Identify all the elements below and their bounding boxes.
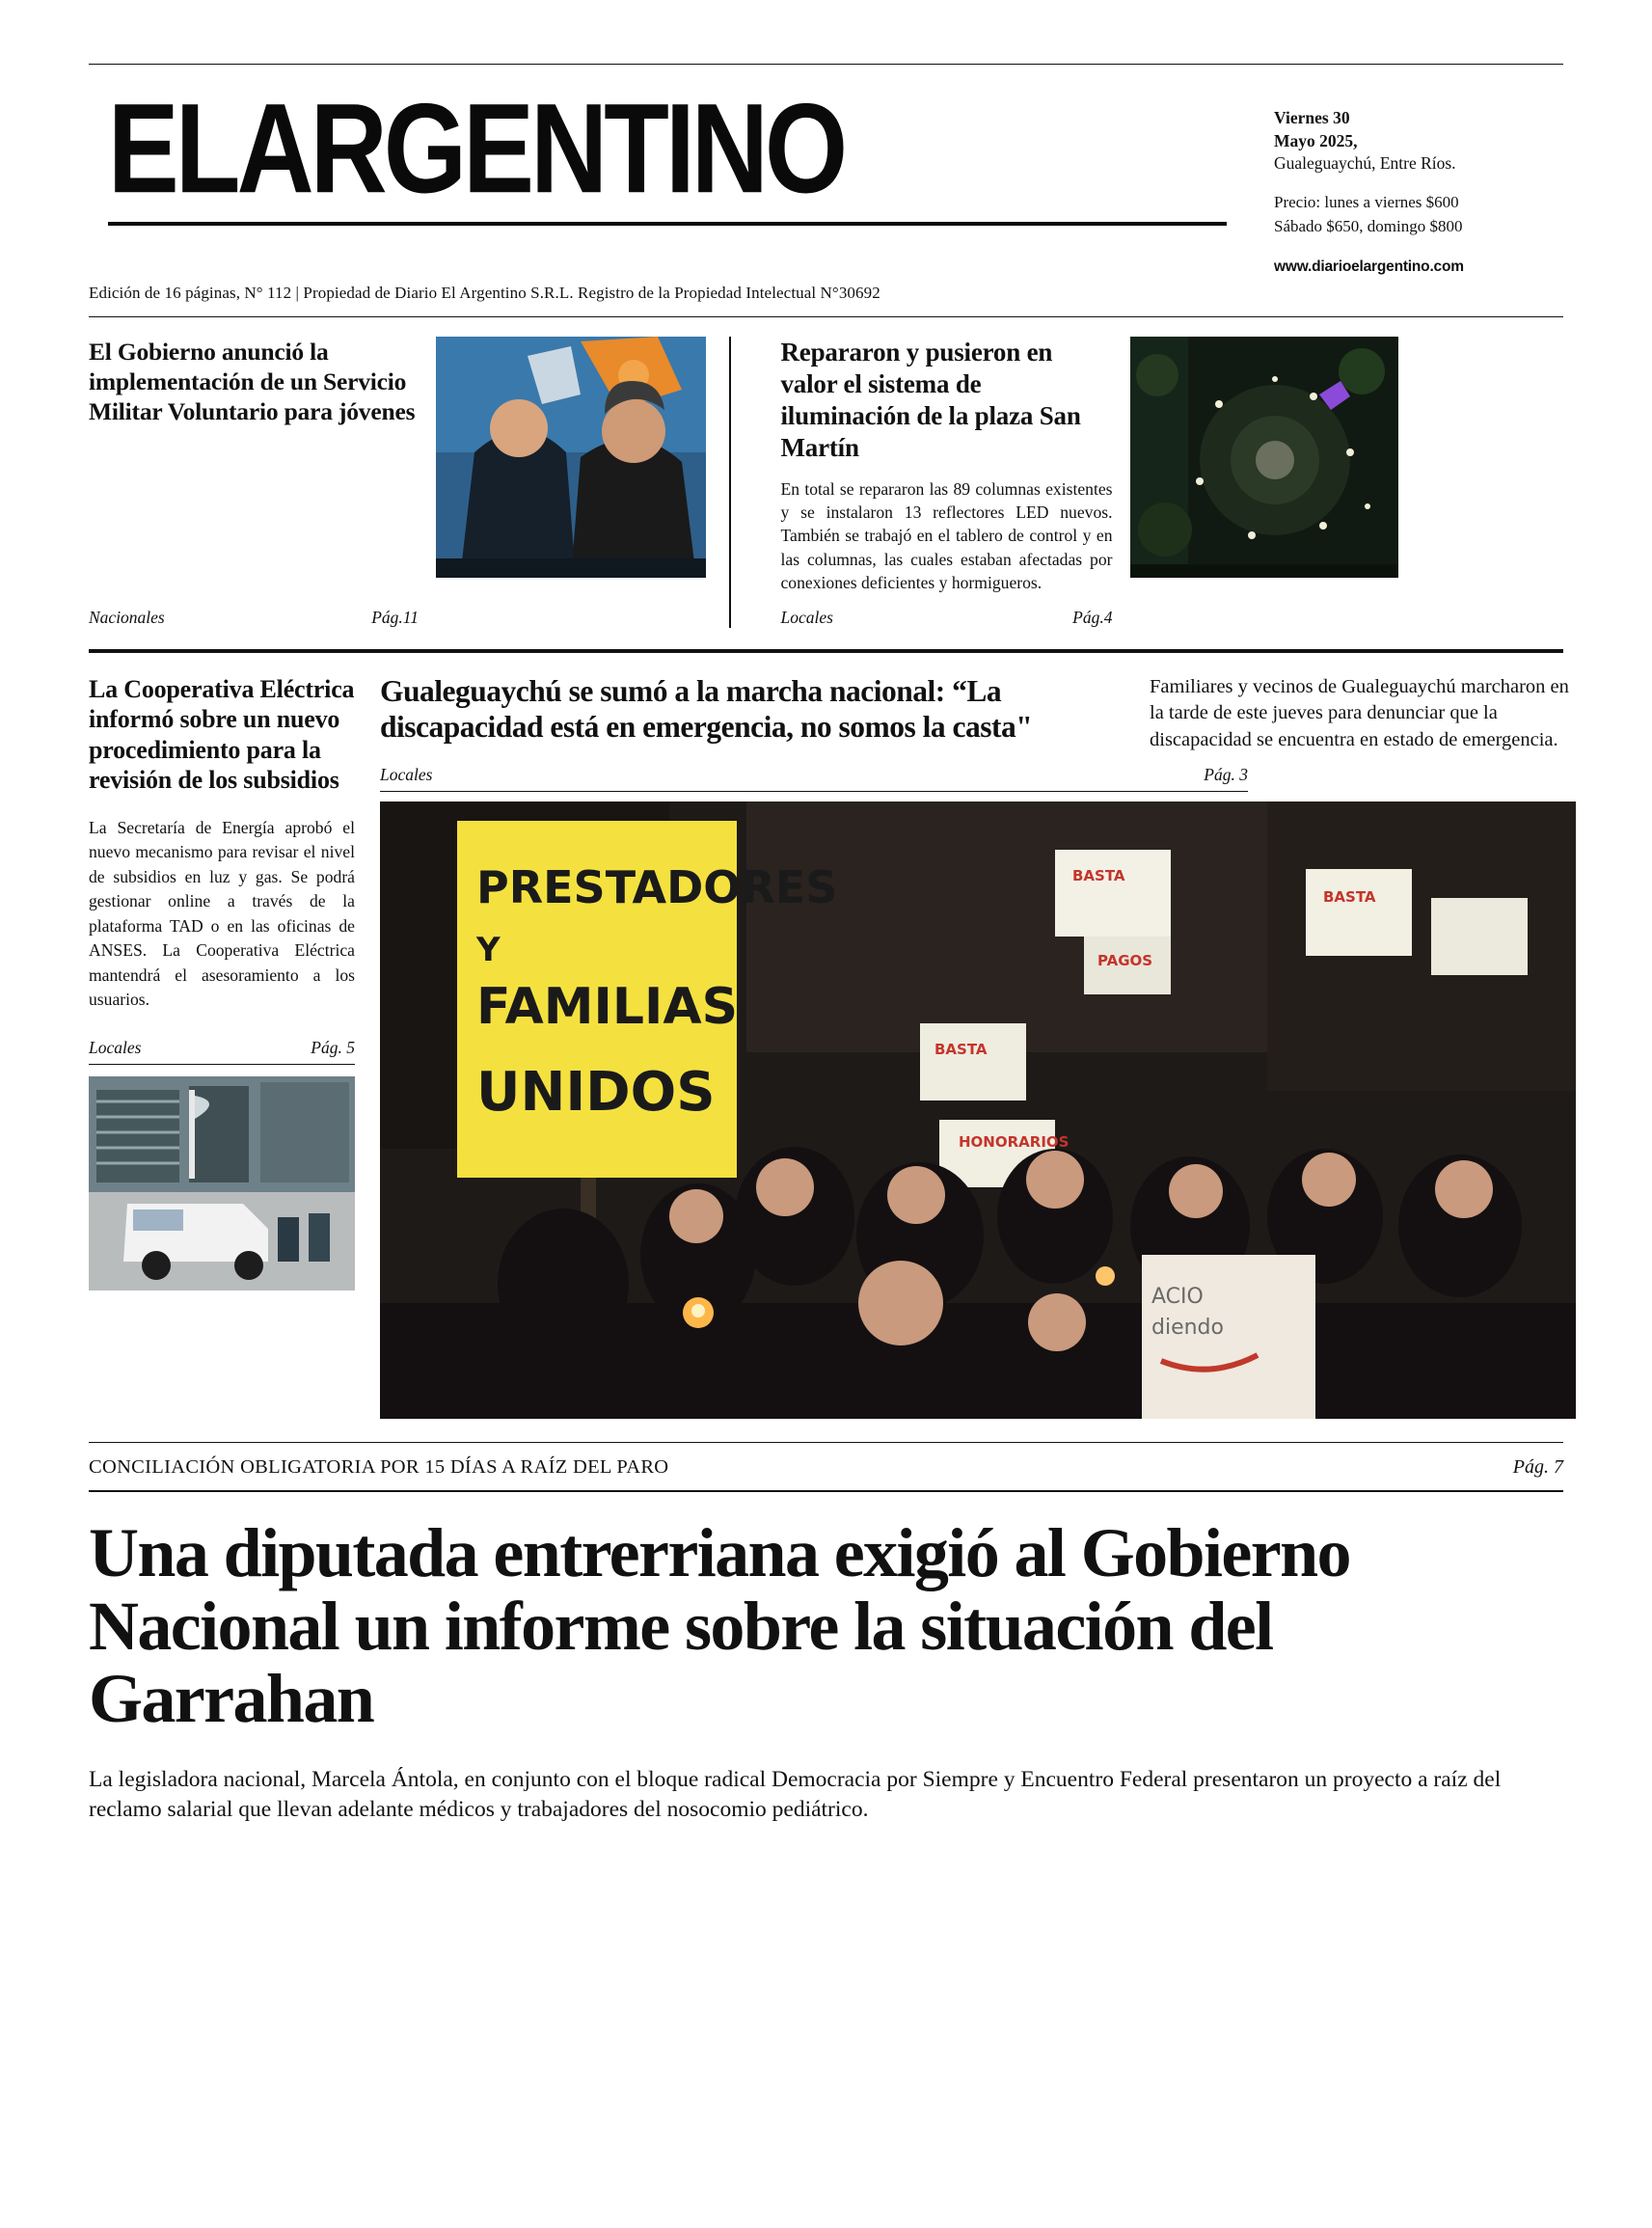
svg-text:Y: Y: [476, 930, 501, 969]
masthead-logo-block: [89, 77, 1227, 226]
price-weekend: Sábado $650, domingo $800: [1274, 216, 1463, 235]
svg-text:UNIDOS: UNIDOS: [476, 1060, 716, 1124]
lead-kicker: CONCILIACIÓN OBLIGATORIA POR 15 DÍAS A RAÍZ DEL PARO: [89, 1455, 669, 1478]
teaser-section: Nacionales: [89, 608, 165, 628]
photo-art: [436, 337, 706, 578]
website-url[interactable]: www.diarioelargentino.com: [1274, 258, 1464, 276]
teaser-headline[interactable]: Repararon y pusieron en valor el sistema de iluminación de la plaza San Martín: [780, 338, 1081, 462]
teaser-strip: [89, 337, 1563, 628]
masthead: [89, 65, 1563, 278]
article-headline[interactable]: Gualeguaychú se sumó a la marcha nacional: “La discapacidad está en emergencia, no somos la casta": [380, 674, 1033, 744]
masthead-info: [1274, 90, 1563, 278]
edition-info: Edición de 16 páginas, N° 112 | Propiedad de Diario El Argentino S.R.L. Registro de la Propiedad Intelectual N°30692: [89, 284, 880, 303]
mid-section: [89, 674, 1569, 1419]
svg-text:diendo: diendo: [1151, 1315, 1224, 1340]
photo-milei-acto: [436, 337, 706, 578]
newspaper-logo[interactable]: ELARGENTINO: [107, 77, 845, 220]
lead-page: Pág. 7: [1512, 1455, 1563, 1478]
article-cooperativa[interactable]: [89, 674, 355, 1419]
place-line: Gualeguaychú, Entre Ríos.: [1274, 153, 1456, 174]
teaser-headline[interactable]: El Gobierno anunció la implementación de un Servicio Militar Voluntario para jóvenes: [89, 338, 416, 426]
teaser-body: En total se repararon las 89 columnas existentes y se instalaron 13 reflectores LED nuevos. También se trabajó en el tablero de control y en las columnas, las cuales estaban afectadas por conexiones deficientes y hormigueros.: [780, 478, 1113, 592]
article-standfirst: Familiares y vecinos de Gualeguaychú marcharon en la tarde de este jueves para denunciar que la discapacidad se encuentra en estado de emergencia.: [1150, 676, 1569, 750]
photo-art: [380, 802, 1576, 1419]
photo-marcha-discapacidad: [380, 802, 1576, 1419]
article-section: Locales: [89, 1037, 142, 1057]
photo-cooperativa-electrica: [89, 1076, 355, 1291]
svg-text:HONORARIOS: HONORARIOS: [959, 1132, 1070, 1151]
svg-text:BASTA: BASTA: [1323, 887, 1376, 906]
teaser-page: Pág.4: [1072, 608, 1113, 628]
date-line-1: Viernes 30: [1274, 108, 1350, 127]
article-page: Pág. 5: [311, 1037, 355, 1057]
svg-text:BASTA: BASTA: [1072, 866, 1125, 884]
svg-text:ACIO: ACIO: [1151, 1284, 1204, 1309]
masthead-bottom-rule: [89, 316, 1563, 317]
lead-kicker-row: [89, 1443, 1563, 1479]
svg-text:PRESTADORES: PRESTADORES: [476, 860, 838, 913]
svg-text:PAGOS: PAGOS: [1097, 951, 1153, 969]
teaser-divider: [729, 337, 731, 628]
date-line-2: Mayo 2025,: [1274, 130, 1358, 150]
teaser-page: Pág.11: [371, 608, 419, 628]
price-weekday: Precio: lunes a viernes $600: [1274, 192, 1459, 211]
svg-text:BASTA: BASTA: [934, 1040, 988, 1058]
section-rule: [89, 649, 1563, 653]
svg-text:FAMILIAS: FAMILIAS: [476, 977, 739, 1036]
lead-subhead: La legisladora nacional, Marcela Ántola, en conjunto con el bloque radical Democracia por Siempre y Encuentro Federal presentaron un proyecto a raíz del reclamo salarial que llevan adelante médicos y trabajadores del nosocomio pediátrico.: [89, 1766, 1502, 1822]
logo-underline: [108, 222, 1227, 226]
photo-art: [89, 1076, 355, 1291]
article-body: La Secretaría de Energía aprobó el nuevo mecanismo para revisar el nivel de subsidios en luz y gas. Se podrá gestionar online a través de la plataforma TAD o en las oficinas de ANSES. La Cooperativa Eléctrica mantendrá el asesoramiento a los usuarios.: [89, 817, 355, 1010]
photo-art: [1130, 337, 1398, 578]
article-marcha[interactable]: [355, 674, 1576, 1419]
teaser-locales-plaza[interactable]: [754, 337, 1398, 628]
photo-plaza-san-martin: [1130, 337, 1398, 578]
article-headline[interactable]: La Cooperativa Eléctrica informó sobre un nuevo procedimiento para la revisión de los subsidios: [89, 675, 355, 794]
lead-kicker-rule: [89, 1490, 1563, 1492]
article-section: Locales: [380, 764, 433, 784]
article-page: Pág. 3: [1204, 764, 1248, 784]
teaser-section: Locales: [780, 608, 833, 628]
newspaper-front-page: [0, 64, 1652, 2228]
lead-headline[interactable]: Una diputada entrerriana exigió al Gobierno Nacional un informe sobre la situación del Garrahan: [89, 1513, 1350, 1738]
teaser-nacionales[interactable]: [89, 337, 706, 628]
